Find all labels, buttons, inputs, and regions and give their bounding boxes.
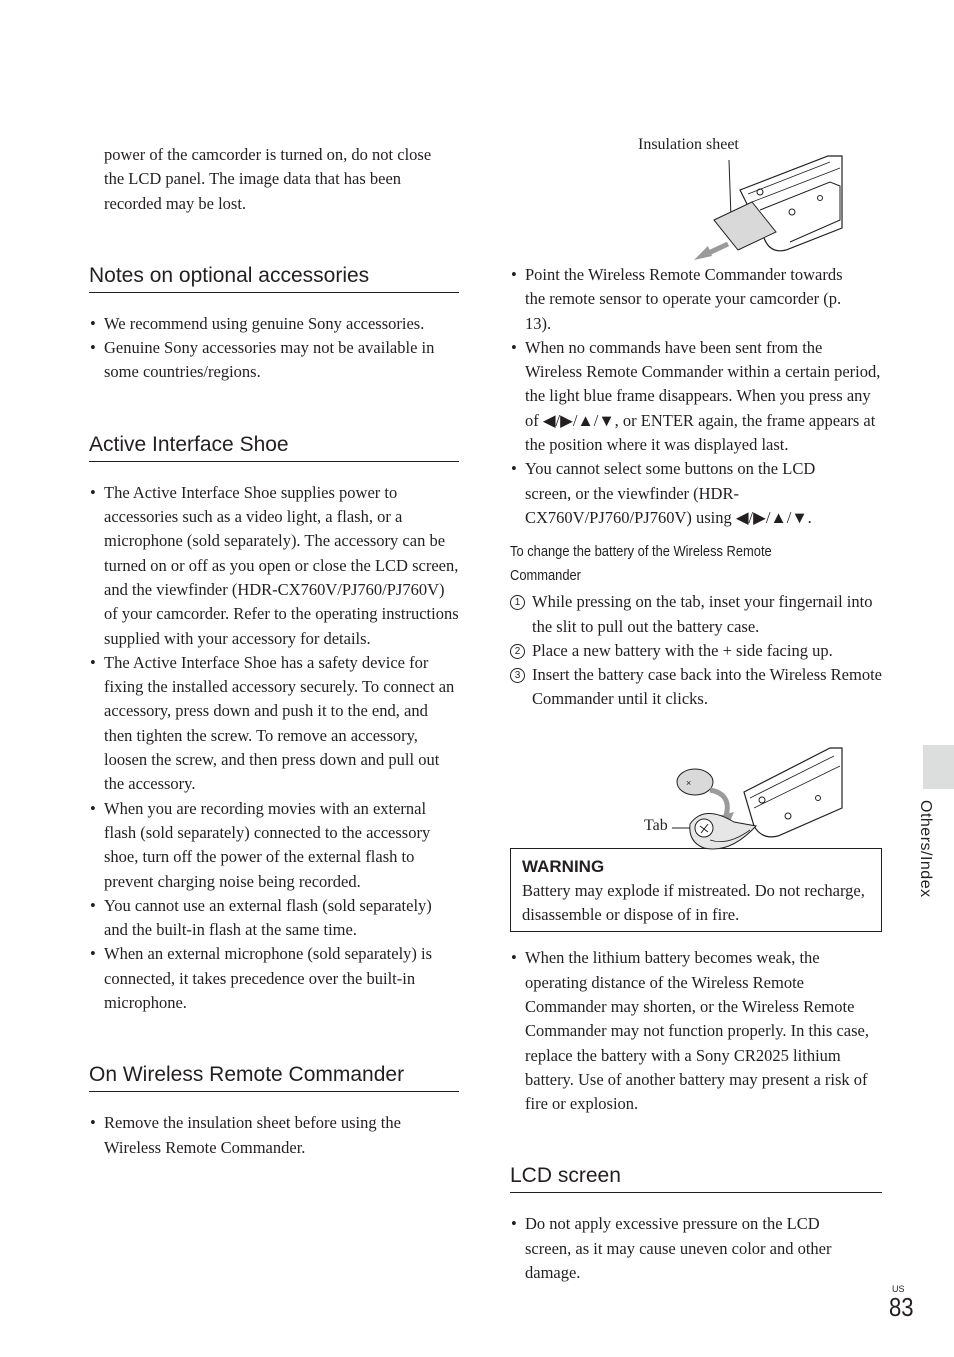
accessories-list — [89, 312, 459, 385]
battery-subheading: To change the battery of the Wireless Remote Commander — [510, 543, 772, 585]
page-region: US — [892, 1284, 905, 1294]
side-section-label: Others/Index — [917, 800, 934, 898]
list-item: • When the lithium battery becomes weak, the operating distance of the Wireless Remote Commander may shorten, or the Wireless Remote Commander may not function properly. In this case, replace the battery with a Sony CR2025 lithium battery. Use of another battery may present a risk of fire or explosion. — [510, 946, 882, 1116]
insulation-sheet-illustration — [690, 150, 850, 262]
step-item — [510, 663, 882, 712]
list-item: • We recommend using genuine Sony accessories. — [89, 312, 459, 336]
step-text: Insert the battery case back into the Wireless Remote Commander until it clicks. — [532, 665, 882, 709]
lcd-list — [510, 1212, 882, 1285]
section-heading-remote: On Wireless Remote Commander — [89, 1062, 459, 1092]
shoe-list — [89, 481, 459, 1016]
step-text: Place a new battery with the + side facing up. — [532, 640, 833, 660]
battery-steps — [510, 590, 882, 711]
section-heading-accessories: Notes on optional accessories — [89, 263, 459, 293]
step-item — [510, 639, 882, 663]
list-item: • Point the Wireless Remote Commander towards the remote sensor to operate your camcorder (p. 13). — [510, 263, 882, 336]
section-heading-shoe: Active Interface Shoe — [89, 432, 459, 462]
list-item: • Do not apply excessive pressure on the LCD screen, as it may cause uneven color and other damage. — [510, 1212, 882, 1285]
battery-replacement-illustration — [670, 742, 850, 860]
left-column — [89, 143, 459, 1160]
page-number: 83 — [889, 1292, 914, 1322]
remote-list — [89, 1111, 459, 1160]
step-text: While pressing on the tab, inset your fingernail into the slit to pull out the battery case. — [532, 592, 873, 636]
list-item: • The Active Interface Shoe supplies power to accessories such as a video light, a flash, or a microphone (sold separately). The accessory can be turned on or off as you open or close the LCD screen, and the viewfinder (HDR-CX760V/PJ760/PJ760V) of your camcorder. Refer to the operating instructions supplied with your accessory for details. — [89, 481, 459, 651]
step-number: 1 — [510, 595, 525, 610]
list-item: • When you are recording movies with an external flash (sold separately) connected to the accessory shoe, turn off the power of the external flash to prevent charging noise being recorded. — [89, 797, 459, 894]
remote-notes-list — [510, 263, 882, 530]
intro-continuation: power of the camcorder is turned on, do not close the LCD panel. The image data that has been recorded may be lost. — [104, 145, 432, 213]
list-item: • You cannot use an external flash (sold separately) and the built-in flash at the same time. — [89, 894, 459, 943]
list-item: • The Active Interface Shoe has a safety device for fixing the installed accessory securely. To connect an accessory, press down and push it to the end, and then tighten the screw. To remove an accessory, loosen the screw, and then press down and pull out the accessory. — [89, 651, 459, 797]
warning-box — [510, 848, 882, 933]
step-number: 2 — [510, 644, 525, 659]
list-item: • Remove the insulation sheet before using the Wireless Remote Commander. — [89, 1111, 459, 1160]
section-heading-lcd: LCD screen — [510, 1163, 882, 1193]
list-item: • Genuine Sony accessories may not be available in some countries/regions. — [89, 336, 459, 385]
tab-label: Tab — [644, 817, 668, 834]
warning-title: WARNING — [522, 856, 605, 876]
step-item — [510, 590, 882, 639]
list-item: • When an external microphone (sold separately) is connected, it takes precedence over the built-in microphone. — [89, 942, 459, 1015]
warning-text: Battery may explode if mistreated. Do not recharge, disassemble or dispose of in fire. — [522, 880, 865, 925]
list-item: • You cannot select some buttons on the LCD screen, or the viewfinder (HDR-CX760V/PJ760/PJ760V) using ◀/▶/▲/▼. — [510, 457, 882, 530]
step-number: 3 — [510, 668, 525, 683]
list-item: • When no commands have been sent from the Wireless Remote Commander within a certain period, the light blue frame disappears. When you press any of ◀/▶/▲/▼, or ENTER again, the frame appears at the position where it was displayed last. — [510, 336, 882, 457]
insulation-sheet-label: Insulation sheet — [638, 136, 739, 153]
svg-text:×: × — [686, 778, 692, 788]
section-tab-marker — [923, 745, 954, 789]
battery-notes-list — [510, 946, 882, 1116]
